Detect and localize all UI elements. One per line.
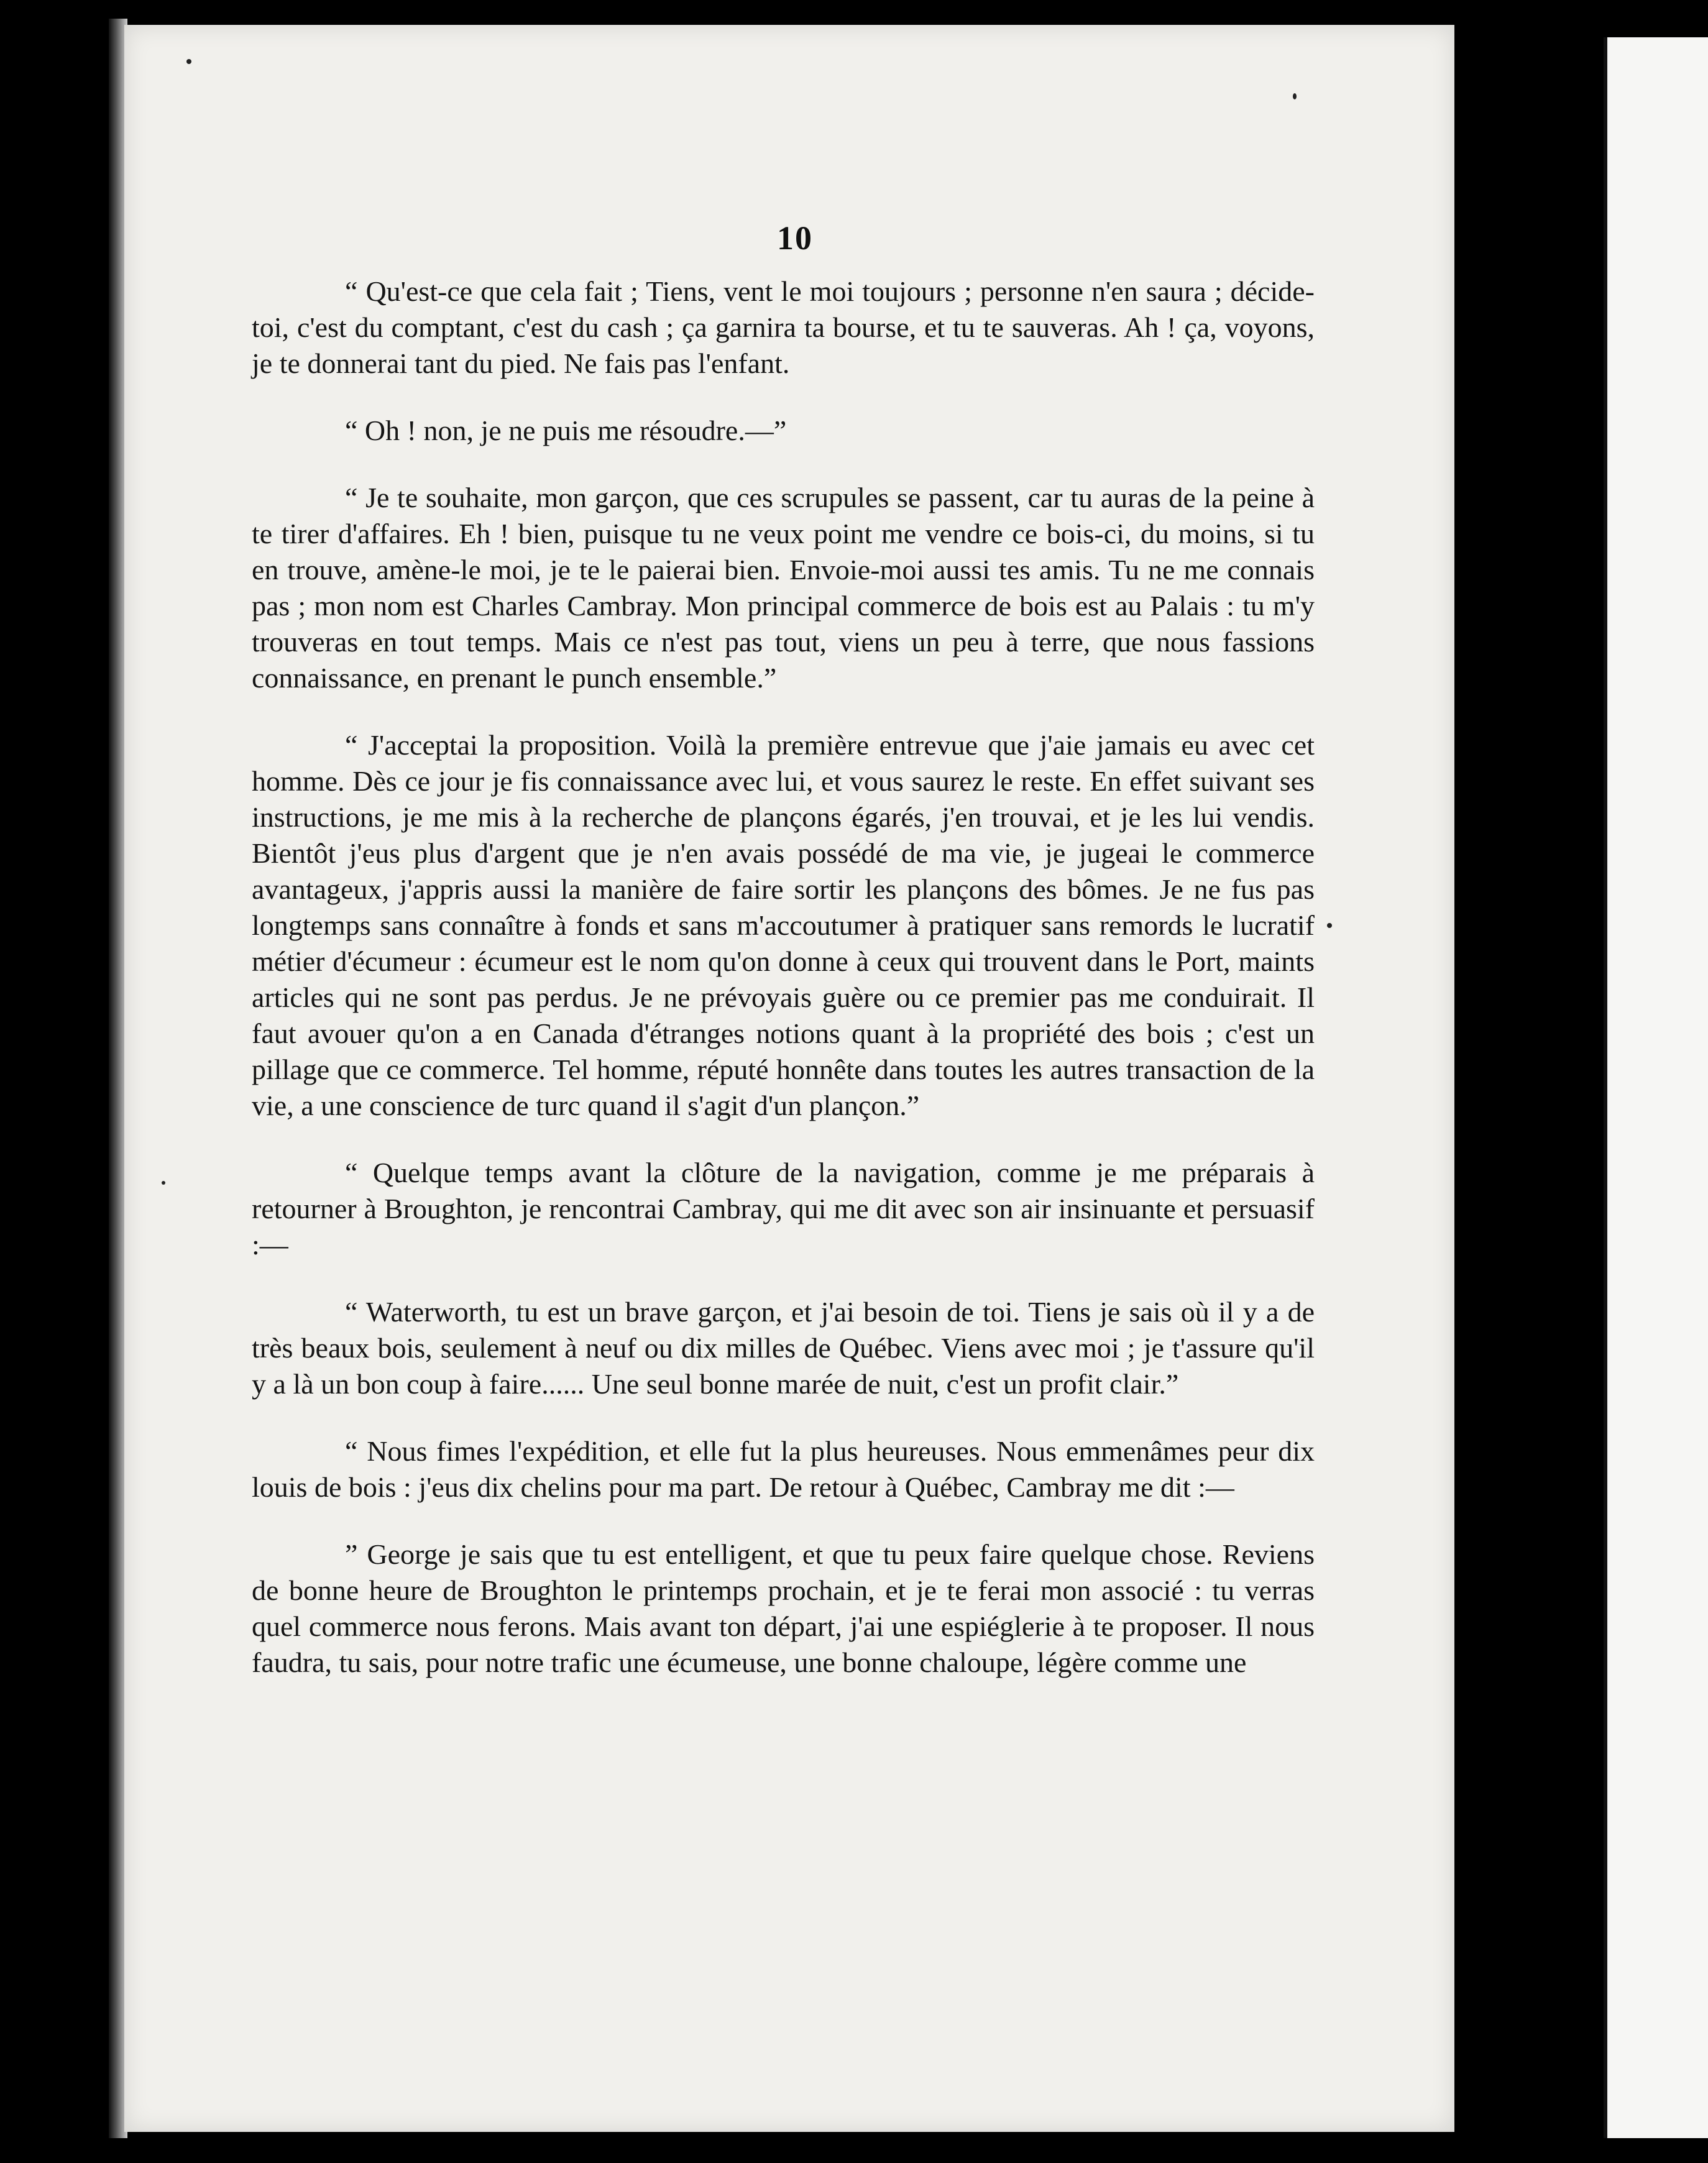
scan-speck — [1293, 93, 1297, 99]
paragraph-3: “ Je te souhaite, mon garçon, que ces scrupules se passent, car tu auras de la peine à te tirer d'affaires. Eh ! bien, puisque tu ne veux point me vendre ce bois-ci, du moins, si tu en trouve, amène-le moi, je te le paierai bien. Envoie-moi aussi tes amis. Tu ne me connais pas ; mon nom est Charles Cambray. Mon principal commerce de bois est au Palais : tu m'y trouveras en tout temps. Mais ce n'est pas tout, viens un peu à terre, que nous fassions connaissance, en prenant le punch ensemble.” — [252, 482, 1315, 694]
body-text — [252, 273, 1315, 1681]
scan-speck — [162, 1181, 165, 1185]
paragraph-7: “ Nous fimes l'expédition, et elle fut la plus heureuses. Nous emmenâmes peur dix louis de bois : j'eus dix chelins pour ma part. De retour à Québec, Cambray me dit :— — [252, 1435, 1315, 1503]
paragraph-1: “ Qu'est-ce que cela fait ; Tiens, vent le moi toujours ; personne n'en saura ; décide-toi, c'est du comptant, c'est du cash ; ça garnira ta bourse, et tu te sauveras. Ah ! ça, voyons, je te donnerai tant du pied. Ne fais pas l'enfant. — [252, 275, 1315, 379]
paragraph-5: “ Quelque temps avant la clôture de la navigation, comme je me préparais à retourner à Broughton, je rencontrai Cambray, qui me dit avec son air insinuante et persuasif :— — [252, 1157, 1315, 1261]
paragraph-8: ” George je sais que tu est entelligent, et que tu peux faire quelque chose. Reviens de bonne heure de Broughton le printemps prochain, et je te ferai mon associé : tu verras quel commerce nous ferons. Mais avant ton départ, j'ai une espiéglerie à te proposer. Il nous faudra, tu sais, pour notre trafic une écumeuse, une bonne chaloupe, légère comme une — [252, 1538, 1315, 1678]
paragraph-6: “ Waterworth, tu est un brave garçon, et j'ai besoin de toi. Tiens je sais où il y a de très beaux bois, seulement à neuf ou dix milles de Québec. Viens avec moi ; je t'assure qu'il y a là un bon coup à faire...... Une seul bonne marée de nuit, c'est un profit clair.” — [252, 1296, 1315, 1400]
paragraph-2: “ Oh ! non, je ne puis me résoudre.—” — [345, 415, 787, 446]
scan-speck — [1327, 923, 1332, 928]
scan-speck — [186, 59, 191, 64]
paragraph-4: “ J'acceptai la proposition. Voilà la première entrevue que j'aie jamais eu avec cet homme. Dès ce jour je fis connaissance avec lui, et vous saurez le reste. En effet suivant ses instructions, je me mis à la recherche de plançons égarés, j'en trouvai, et je les lui vendis. Bientôt j'eus plus d'argent que je n'en avais possédé de ma vie, je jugeai le commerce avantageux, j'appris aussi la manière de faire sortir les plançons des bômes. Je ne fus pas longtemps sans connaître à fonds et sans m'accoutumer à pratiquer sans remords le lucratif métier d'écumeur : écumeur est le nom qu'on donne à ceux qui trouvent dans le Port, maints articles qui ne sont pas perdus. Je ne prévoyais guère ou ce premier pas me conduirait. Il faut avouer qu'on a en Canada d'étranges notions quant à la propriété des bois ; c'est un pillage que ce commerce. Tel homme, réputé honnête dans toutes les autres transaction de la vie, a une conscience de turc quand il s'agit d'un plançon.” — [252, 729, 1315, 1121]
facing-page — [1604, 37, 1708, 2138]
gutter — [1454, 25, 1604, 2132]
page-number: 10 — [777, 219, 813, 257]
